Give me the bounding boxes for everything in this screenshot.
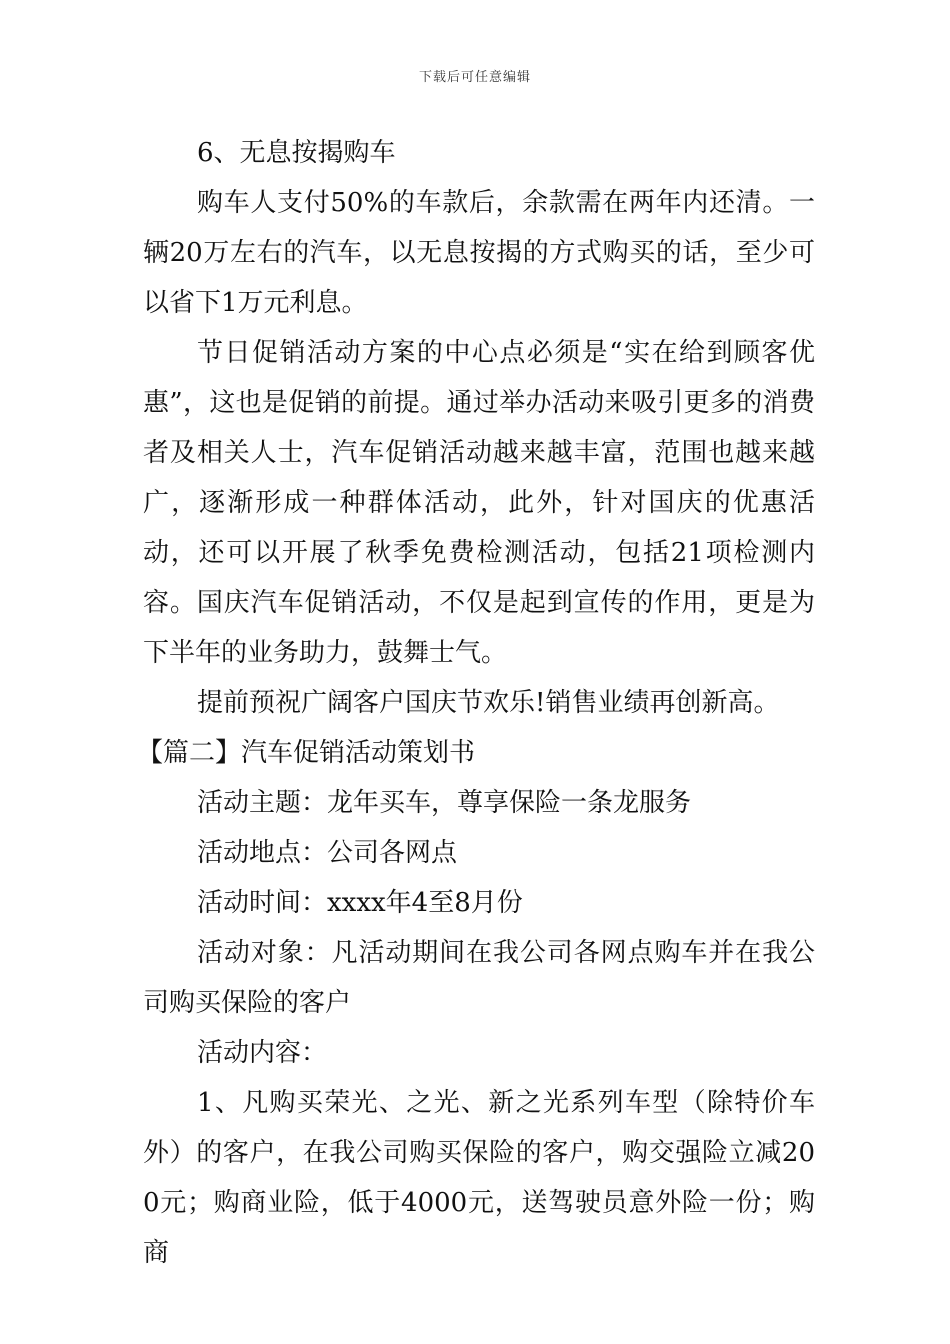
paragraph-activity-time: 活动时间：xxxx年4至8月份 xyxy=(197,888,523,918)
page-header: 下载后可任意编辑 xyxy=(418,70,531,85)
paragraph-promotion-summary: 节日促销活动方案的中心点必须是“实在给到顾客优惠”，这也是促销的前提。通过举办活动来吸引更多的消费者及相关人士，汽车促销活动越来越丰富，范围也越来越广，逐渐形成一种群体活动，此外，针对国庆的优惠活动，还可以开展了秋季免费检测活动，包括21项检测内容。国庆汽车促销活动，不仅是起到宣传的作用，更是为下半年的业务助力，鼓舞士气。 xyxy=(143,338,815,668)
paragraph-activity-content-label: 活动内容： xyxy=(197,1038,328,1068)
paragraph-activity-target: 活动对象：凡活动期间在我公司各网点购车并在我公司购买保险的客户 xyxy=(143,938,815,1018)
paragraph-wishes: 提前预祝广阔客户国庆节欢乐!销售业绩再创新高。 xyxy=(197,688,780,718)
document-body xyxy=(137,128,815,1278)
paragraph-subheading-interest-free: 6、无息按揭购车 xyxy=(197,138,396,168)
paragraph-interest-free-detail: 购车人支付50%的车款后，余款需在两年内还清。一辆20万左右的汽车，以无息按揭的方式购买的话，至少可以省下1万元利息。 xyxy=(143,188,815,318)
section-heading-part-two: 【篇二】汽车促销活动策划书 xyxy=(137,738,476,768)
paragraph-activity-item-1: 1、凡购买荣光、之光、新之光系列车型（除特价车外）的客户，在我公司购买保险的客户，购交强险立减200元；购商业险，低于4000元，送驾驶员意外险一份；购商 xyxy=(143,1088,815,1268)
paragraph-activity-location: 活动地点：公司各网点 xyxy=(197,838,458,868)
paragraph-activity-theme: 活动主题：龙年买车，尊享保险一条龙服务 xyxy=(197,788,692,818)
